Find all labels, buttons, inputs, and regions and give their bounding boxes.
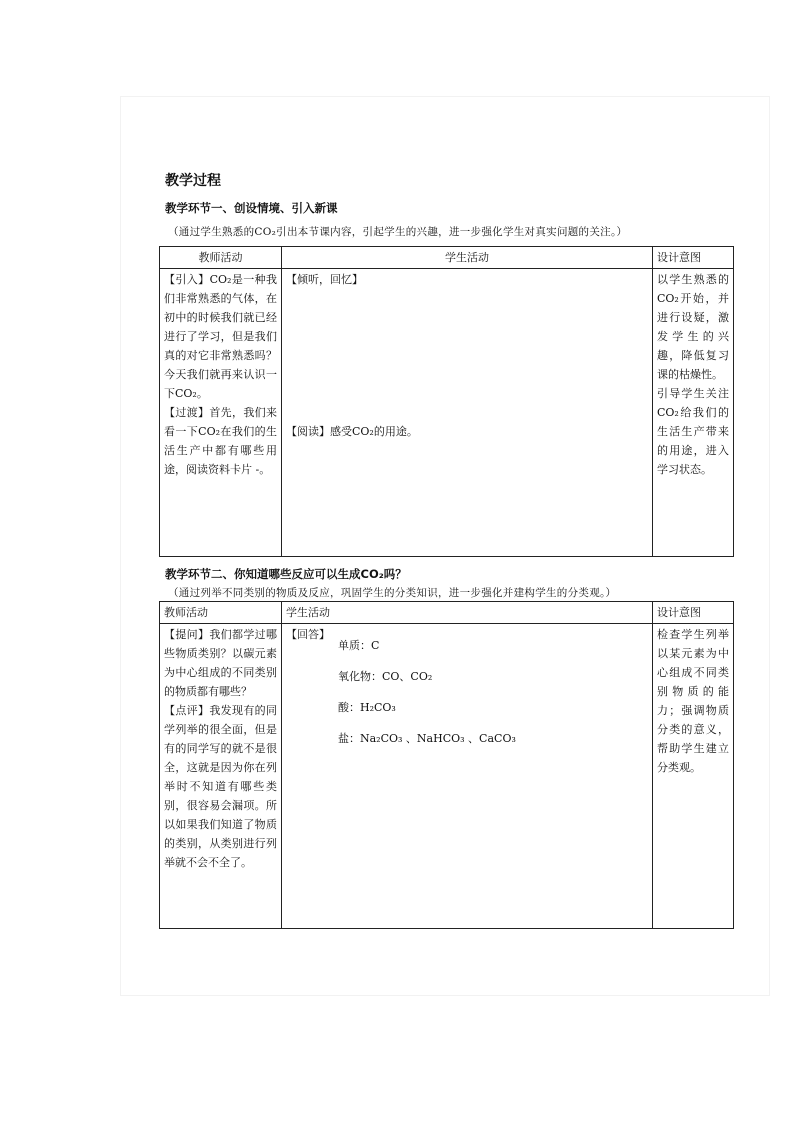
- student-read: 【阅读】感受CO₂的用途。: [286, 425, 418, 438]
- section2-table: [159, 601, 734, 929]
- header-teacher: 教师活动: [160, 247, 282, 269]
- header-student: 学生活动: [282, 602, 653, 624]
- transition-tag: 【过渡】: [164, 406, 210, 419]
- intent-part1: 以学生熟悉的CO₂开始，并进行设疑，激发学生的兴趣，降低复习课的枯燥性。: [657, 273, 729, 381]
- header-intent: 设计意图: [653, 602, 734, 624]
- student-cell: [282, 624, 653, 929]
- page-title: 教学过程: [165, 173, 221, 189]
- teacher-cell: [160, 269, 282, 557]
- class-oxide: 氧化物：CO、CO₂: [338, 670, 433, 683]
- intro-tag: 【引入】: [164, 273, 210, 286]
- student-cell: [282, 269, 653, 557]
- ask-text: 我们都学过哪些物质类别？以碳元素为中心组成的不同类别的物质都有哪些？: [164, 628, 278, 698]
- section1-note: （通过学生熟悉的CO₂引出本节课内容，引起学生的兴趣，进一步强化学生对真实问题的关注。）: [168, 226, 628, 238]
- transition-text: 首先，我们来看一下CO₂在我们的生活生产中都有哪些用途，阅读资料卡片 -。: [164, 406, 278, 476]
- intent-part2: 引导学生关注CO₂给我们的生活生产带来的用途，进入学习状态。: [657, 387, 729, 476]
- intent-cell: 检查学生列举以某元素为中心组成不同类别物质的能力；强调物质分类的意义，帮助学生建立分类观。: [653, 624, 734, 929]
- intent-cell: [653, 269, 734, 557]
- comment-text: 我发现有的同学列举的很全面，但是有的同学写的就不是很全，这就是因为你在列举时不知道有哪些类别，很容易会漏项。所以如果我们知道了物质的类别，从类别进行列举就不会不全了。: [164, 704, 278, 869]
- intro-text: CO₂是一种我们非常熟悉的气体，在初中的时候我们就已经进行了学习，但是我们真的对它非常熟悉吗？今天我们就再来认识一下CO₂。: [164, 273, 277, 400]
- comment-tag: 【点评】: [164, 704, 210, 717]
- class-simple: 单质：C: [338, 639, 380, 652]
- section1-table: [159, 246, 734, 557]
- teacher-cell: [160, 624, 282, 929]
- class-salt: 盐：Na₂CO₃ 、NaHCO₃ 、CaCO₃: [338, 732, 516, 745]
- header-student: 学生活动: [282, 247, 653, 269]
- section1-heading: 教学环节一、创设情境、引入新课: [165, 201, 338, 215]
- ask-tag: 【提问】: [164, 628, 210, 641]
- student-answer: 【回答】: [286, 628, 330, 641]
- student-listen: 【倾听，回忆】: [286, 273, 363, 286]
- class-acid: 酸：H₂CO₃: [338, 701, 396, 714]
- section2-heading: 教学环节二、你知道哪些反应可以生成CO₂吗？: [165, 567, 407, 581]
- header-teacher: 教师活动: [160, 602, 282, 624]
- header-intent: 设计意图: [653, 247, 734, 269]
- section2-note: （通过列举不同类别的物质及反应，巩固学生的分类知识，进一步强化并建构学生的分类观。）: [168, 587, 617, 599]
